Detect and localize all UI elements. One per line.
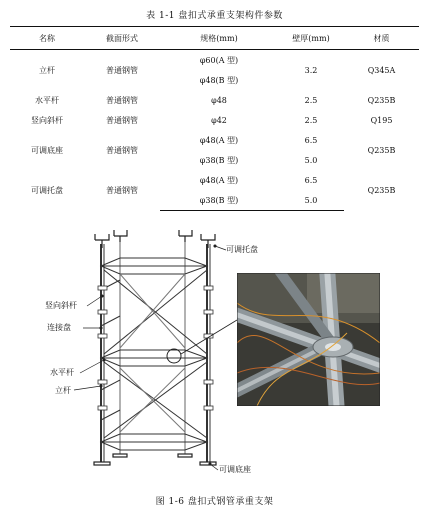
cell-name: 可调托盘 [31, 185, 63, 195]
figure [0, 230, 429, 490]
label-adjustable-base: 可调底座 [219, 465, 251, 474]
cell-spec: φ48(A 型) [199, 175, 239, 185]
cell-thickness: 3.2 [304, 65, 318, 75]
photo-connection-detail [237, 273, 380, 406]
table-caption: 表 1-1 盘扣式承重支架构件参数 [146, 11, 283, 21]
cell-thickness: 5.0 [278, 190, 344, 211]
cell-name: 可调底座 [31, 145, 63, 155]
cell-material: Q235B [367, 95, 396, 105]
detail-circle [167, 349, 181, 363]
table-header-row [10, 27, 419, 50]
cell-section: 普通钢管 [106, 95, 138, 105]
cell-thickness: 2.5 [304, 95, 318, 105]
column-header-thickness: 壁厚(mm) [278, 27, 344, 50]
label-adjustable-top-support: 可调托盘 [226, 245, 258, 254]
table-row [10, 110, 419, 130]
column-header-name: 名称 [10, 27, 84, 50]
cell-name: 水平杆 [35, 95, 59, 105]
cell-section: 普通钢管 [106, 115, 138, 125]
cell-spec: φ60(A 型) [199, 55, 239, 65]
cell-spec: φ48(A 型) [199, 135, 239, 145]
label-connecting-disc: 连接盘 [47, 323, 71, 332]
cell-material: Q235B [367, 185, 396, 195]
column-header-material: 材质 [344, 27, 419, 50]
column-header-section: 截面形式 [84, 27, 160, 50]
label-upright: 立杆 [55, 386, 71, 395]
cell-thickness: 6.5 [304, 135, 318, 145]
cell-name: 立杆 [39, 65, 55, 75]
cell-thickness: 2.5 [304, 115, 318, 125]
cell-spec: φ48(B 型) [199, 75, 239, 85]
cell-section: 普通钢管 [106, 145, 138, 155]
cell-section: 普通钢管 [106, 185, 138, 195]
label-vertical-diagonal: 竖向斜杆 [45, 301, 77, 310]
cell-material: Q195 [370, 115, 393, 125]
cell-spec: φ48 [211, 95, 227, 105]
table-row [10, 170, 419, 190]
column-header-spec: 规格(mm) [160, 27, 278, 50]
cell-spec: φ38(B 型) [160, 190, 278, 211]
parameter-table [10, 26, 419, 211]
cell-thickness: 5.0 [304, 155, 318, 165]
cell-spec: φ42 [211, 115, 227, 125]
cell-thickness: 6.5 [304, 175, 318, 185]
cell-section: 普通钢管 [106, 65, 138, 75]
cell-material: Q345A [367, 65, 396, 75]
cell-material: Q235B [367, 145, 396, 155]
cell-spec: φ38(B 型) [199, 155, 239, 165]
table-row [10, 50, 419, 71]
table-row [10, 130, 419, 150]
label-horizontal-bar: 水平杆 [50, 368, 74, 377]
figure-caption: 图 1-6 盘扣式钢管承重支架 [155, 497, 274, 507]
cell-name: 竖向斜杆 [31, 115, 63, 125]
table-row [10, 90, 419, 110]
